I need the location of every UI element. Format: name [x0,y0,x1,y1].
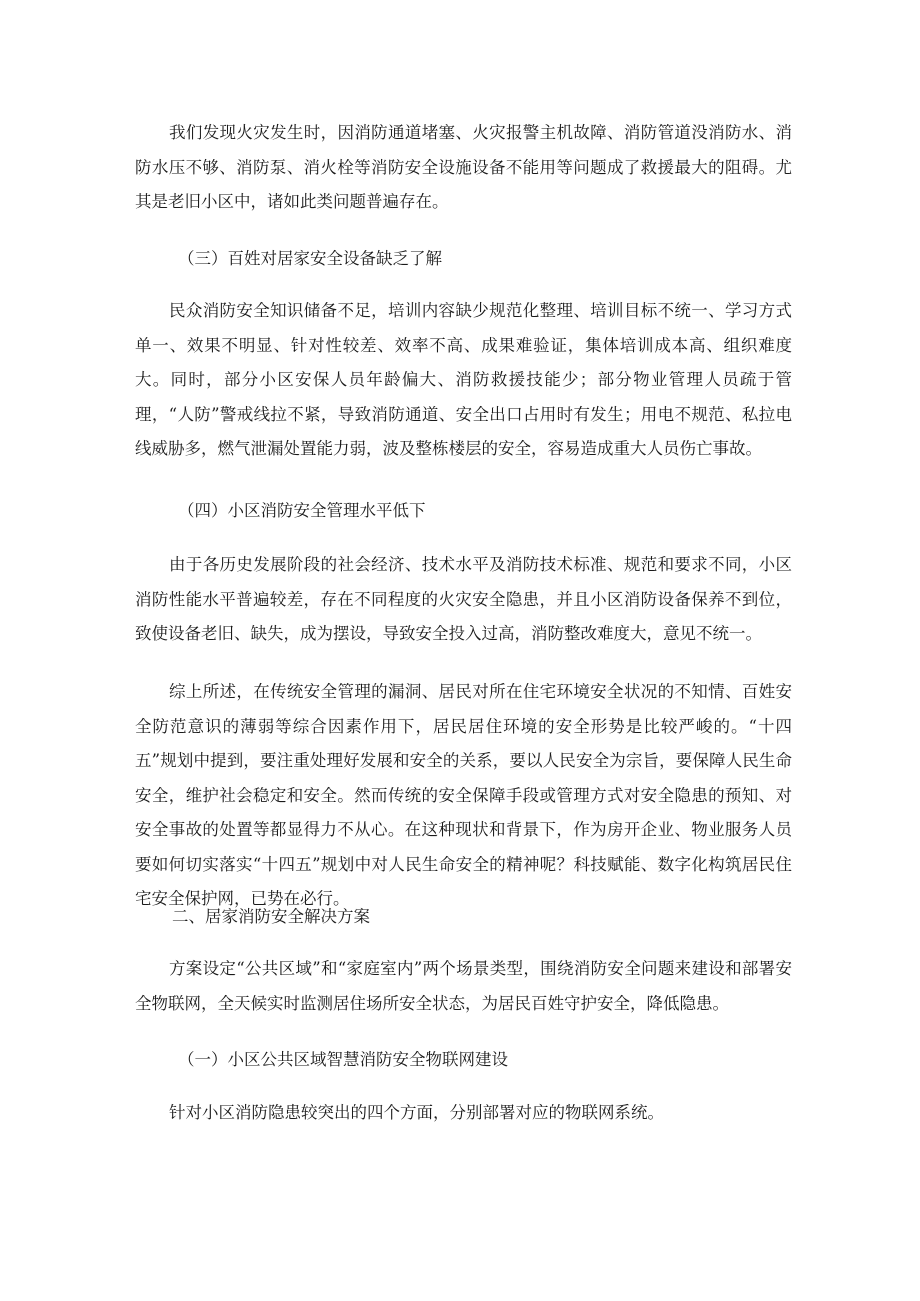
heading-residents-lack-knowledge: （三）百姓对居家安全设备缺乏了解 [178,249,442,268]
paragraph-solution-scenarios: 方案设定“公共区域”和“家庭室内”两个场景类型，围绕消防安全问题来建设和部署安全物联网，全天候实时监测居住场所安全状态，为居民百姓守护安全，降低隐患。 [135,959,792,1013]
heading-low-management-level: （四）小区消防安全管理水平低下 [178,501,426,520]
heading-public-area-iot: （一）小区公共区域智慧消防安全物联网建设 [178,1050,508,1069]
paragraph-four-aspects: 针对小区消防隐患较突出的四个方面，分别部署对应的物联网系统。 [169,1103,664,1122]
paragraph-safety-knowledge: 民众消防安全知识储备不足，培训内容缺少规范化整理、培训目标不统一、学习方式单一、效果不明显、针对性较差、效率不高、成果难验证，集体培训成本高、组织难度大。同时，部分小区安保人员年龄偏大、消防救援技能少；部分物业管理人员疏于管理，“人防”警戒线拉不紧，导致消防通道、安全出口占用时有发生；用电不规范、私拉电线威胁多，燃气泄漏处置能力弱，波及整栋楼层的安全，容易造成重大人员伤亡事故。 [135,301,792,458]
paragraph-fire-obstacles: 我们发现火灾发生时，因消防通道堵塞、火灾报警主机故障、消防管道没消防水、消防水压不够、消防泵、消火栓等消防安全设施设备不能用等问题成了救援最大的阻碍。尤其是老旧小区中，诸如此类问题普遍存在。 [135,123,792,211]
heading-section-solution: 二、居家消防安全解决方案 [172,907,370,926]
paragraph-summary: 综上所述，在传统安全管理的漏洞、居民对所在住宅环境安全状况的不知情、百姓安全防范意识的薄弱等综合因素作用下，居民居住环境的安全形势是比较严峻的。“十四五”规划中提到，要注重处理好发展和安全的关系，要以人民安全为宗旨，要保障人民生命安全，维护社会稳定和安全。然而传统的安全保障手段或管理方式对安全隐患的预知、对安全事故的处置等都显得力不从心。在这种现状和背景下，作为房开企业、物业服务人员要如何切实落实“十四五”规划中对人民生命安全的精神呢？科技赋能、数字化构筑居民住宅安全保护网，已势在必行。 [135,682,792,908]
paragraph-historical-standards: 由于各历史发展阶段的社会经济、技术水平及消防技术标准、规范和要求不同，小区消防性能水平普遍较差，存在不同程度的火灾安全隐患，并且小区消防设备保养不到位，致使设备老旧、缺失，成为摆设，导致安全投入过高，消防整改难度大，意见不统一。 [135,555,792,643]
